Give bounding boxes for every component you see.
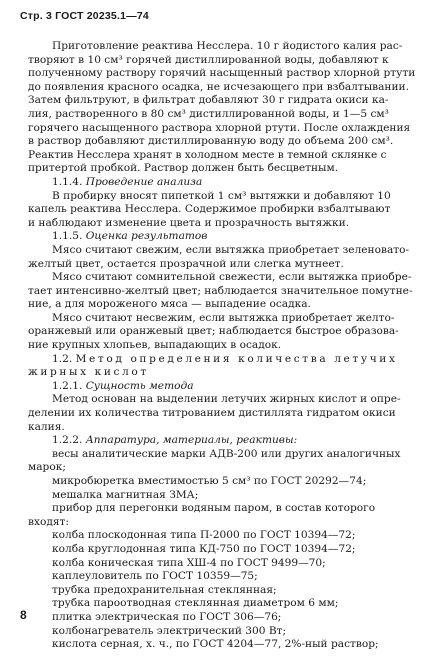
text-run: ние, а для мороженого мяса — выпадение осадка. [28,298,311,311]
text-line [28,135,416,149]
italic-heading: Проведение анализа [85,175,203,188]
text-line [28,543,416,557]
text-run: творяют в 10 см³ горячей дистиллированной воды, добавляют к [28,53,389,66]
text-run: лия, растворенного в 80 см³ дистиллированной воды, и 1—5 см³ [28,107,389,120]
text-line [28,94,416,108]
text-line [28,40,416,54]
text-run: желтый цвет, остается прозрачной или слегка мутнеет. [28,257,344,270]
text-line [28,448,416,462]
text-run: капель реактива Несслера. Содержимое пробирки взбалтывают [28,203,391,216]
text-line [28,611,416,625]
text-line [28,258,416,272]
page-header: Стр. 3 ГОСТ 20235.1—74 [20,10,149,22]
text-line [28,312,416,326]
text-run: В пробирку вносят пипеткой 1 см³ вытяжки и добавляют 10 [52,189,391,202]
text-line [28,122,416,136]
text-run: входят: [28,515,69,528]
text-run: плитка электрическая по ГОСТ 306—76; [52,610,282,623]
text-run: в раствор добавляют дистиллированную воду до объема 200 см³. [28,135,394,148]
spaced-heading: Метод определения количества летучих [75,352,398,365]
text-run: Мясо считают сомнительной свежести, если вытяжка приобре- [52,271,412,284]
text-run: мешалка магнитная ЗМА; [52,488,199,501]
text-run: трубка пароотводная стеклянная диаметром 6 мм; [52,597,339,610]
text-line [28,461,416,475]
text-run: Метод основан на выделении летучих жирных кислот и опре- [52,393,401,406]
text-line [28,353,416,367]
text-line [28,244,416,258]
text-run: прибор для перегонки водяным паром, в состав которого [52,502,376,515]
text-line [28,489,416,503]
text-run: 1.1.4. [52,175,86,188]
text-run: Затем фильтруют, в фильтрат добавляют 30 г гидрата окиси ка- [28,94,389,107]
text-line [28,516,416,530]
text-line [28,108,416,122]
text-run: колбонагреватель электрический 300 Вт; [52,624,287,637]
text-run: колба коническая типа ХШ-4 по ГОСТ 9499—70; [52,556,326,569]
spaced-heading: жирных кислот [28,366,149,379]
text-line [28,162,416,176]
text-line [28,325,416,339]
text-run: Мясо считают свежим, если вытяжка приобретает зеленовато- [52,243,410,256]
text-line [28,380,416,394]
text-run: и наблюдают изменение цвета и прозрачность вытяжки. [28,216,350,229]
text-line [28,298,416,312]
body-text [28,40,416,652]
text-run: ние крупных хлопьев, выпадающих в осадок. [28,339,282,352]
text-line [28,597,416,611]
text-run: калия. [28,420,65,433]
italic-heading: Сущность метода [85,379,194,392]
text-run: марок; [28,461,66,474]
text-line [28,407,416,421]
text-line [28,434,416,448]
text-line [28,203,416,217]
text-run: Реактив Несслера хранят в холодном месте в темной склянке с [28,148,387,161]
text-run: 1.2.2. [52,434,86,447]
text-run: горячего насыщенного раствора хлорной ртути. После охлаждения [28,121,411,134]
text-run: Мясо считают несвежим, если вытяжка приобретает желто- [52,311,395,324]
text-run: полученному раствору горячий насыщенный раствор хлорной ртути [28,67,416,80]
text-run: весы аналитические марки АДВ-200 или других аналогичных [52,447,401,460]
text-line [28,625,416,639]
text-line [28,285,416,299]
text-line [28,54,416,68]
text-line [28,421,416,435]
text-line [28,584,416,598]
text-line [28,557,416,571]
text-line [28,217,416,231]
text-run: 1.2. [52,352,76,365]
text-run: колба круглодонная типа КД-750 по ГОСТ 10394—72; [52,542,356,555]
text-line [28,366,416,380]
text-line [28,529,416,543]
italic-heading: Аппаратура, материалы, реактивы: [85,434,298,447]
text-line [28,176,416,190]
text-line [28,570,416,584]
text-run: тает интенсивно-желтый цвет; наблюдается значительное помутне- [28,284,413,297]
text-line [28,502,416,516]
text-line [28,190,416,204]
text-run: оранжевый или оранжевый цвет; наблюдается быстрое образова- [28,325,399,338]
text-line [28,149,416,163]
text-line [28,230,416,244]
text-run: делении их количества титрованием дистиллята гидратом окиси [28,407,396,420]
text-run: колба плоскодонная типа П-2000 по ГОСТ 10394—72; [52,529,356,542]
text-run: до появления красного осадка, не исчезающего при взбалтывании. [28,80,409,93]
text-line [28,638,416,652]
text-run: 1.2.1. [52,379,86,392]
text-run: притертой пробкой. Раствор должен быть бесцветным. [28,162,339,175]
text-run: микробюретка вместимостью 5 см³ по ГОСТ 20292—74; [52,475,367,487]
page-number: 8 [20,608,27,622]
text-line [28,67,416,81]
text-line [28,339,416,353]
text-run: 1.1.5. [52,230,86,243]
text-line [28,475,416,489]
text-run: каплеуловитель по ГОСТ 10359—75; [52,570,258,583]
text-line [28,271,416,285]
text-line [28,393,416,407]
text-run: кислота серная, х. ч., по ГОСТ 4204—77, 2%-ный раствор; [52,638,379,651]
text-run: трубка предохранительная стеклянная; [52,583,277,596]
text-run: Приготовление реактива Несслера. 10 г йодистого калия рас- [52,40,403,52]
italic-heading: Оценка результатов [85,230,208,243]
text-line [28,81,416,95]
